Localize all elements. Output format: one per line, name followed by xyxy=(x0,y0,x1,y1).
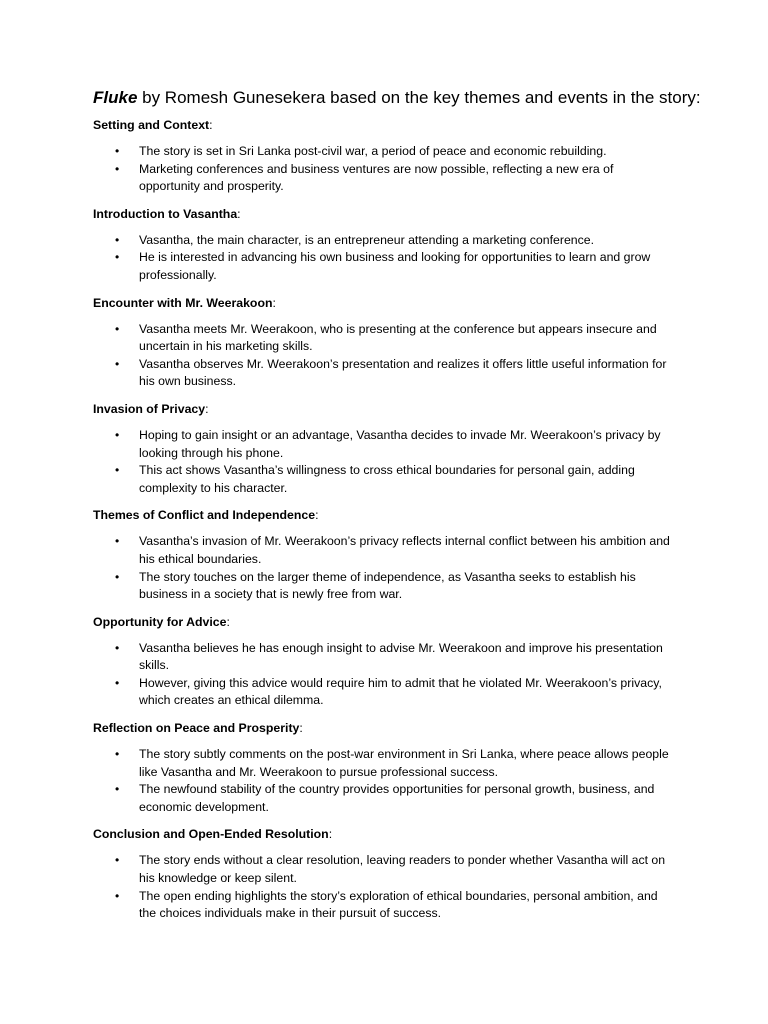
bullet-icon: • xyxy=(115,747,120,762)
bullet-icon: • xyxy=(115,640,120,655)
bullet-list xyxy=(93,746,676,816)
bullet-icon: • xyxy=(115,161,120,176)
list-item: • Marketing conferences and business ventures are now possible, reflecting a new era of opportunity and prosperity. xyxy=(115,161,614,194)
bullet-icon: • xyxy=(115,232,120,247)
section-conclusion xyxy=(93,825,676,922)
list-item: • Vasantha, the main character, is an entrepreneur attending a marketing conference. xyxy=(93,232,676,250)
bullet-icon: • xyxy=(115,427,120,442)
section-setting xyxy=(93,116,676,196)
list-item: • Vasantha observes Mr. Weerakoon’s presentation and realizes it offers little useful information for his own business. xyxy=(115,356,667,389)
section-heading: Themes of Conflict and Independence: xyxy=(93,508,319,523)
title-italic: Fluke xyxy=(93,88,138,107)
bullet-icon: • xyxy=(115,321,120,336)
section-reflection xyxy=(93,719,676,816)
list-item: • The story ends without a clear resolution, leaving readers to ponder whether Vasantha will act on his knowledge or keep silent. xyxy=(115,853,666,886)
list-item: • However, giving this advice would require him to admit that he violated Mr. Weerakoon’s privacy, which creates an ethical dilemma. xyxy=(115,675,662,708)
bullet-icon: • xyxy=(115,675,120,690)
section-heading: Conclusion and Open-Ended Resolution: xyxy=(93,827,333,842)
list-item: • The story is set in Sri Lanka post-civil war, a period of peace and economic rebuilding. xyxy=(93,143,676,161)
section-heading: Invasion of Privacy: xyxy=(93,401,209,416)
section-advice xyxy=(93,613,676,710)
section-heading: Introduction to Vasantha: xyxy=(93,206,241,221)
list-item: • Hoping to gain insight or an advantage, Vasantha decides to invade Mr. Weerakoon’s privacy by looking through his phone. xyxy=(115,427,661,460)
bullet-icon: • xyxy=(115,534,120,549)
list-item: • The story touches on the larger theme of independence, as Vasantha seeks to establish his business in a society that is newly free from war. xyxy=(115,569,636,602)
bullet-icon: • xyxy=(115,250,120,265)
bullet-icon: • xyxy=(115,463,120,478)
list-item: • This act shows Vasantha’s willingness to cross ethical boundaries for personal gain, adding complexity to his character. xyxy=(115,463,635,495)
section-introduction xyxy=(93,205,676,285)
section-heading: Setting and Context: xyxy=(93,118,213,132)
bullet-icon: • xyxy=(115,356,120,371)
bullet-list xyxy=(93,143,676,196)
section-heading: Opportunity for Advice: xyxy=(93,614,230,629)
bullet-icon: • xyxy=(115,782,120,797)
list-item: • Vasantha believes he has enough insight to advise Mr. Weerakoon and improve his presentation skills. xyxy=(115,640,663,673)
bullet-list xyxy=(93,852,676,922)
bullet-list xyxy=(93,321,676,391)
bullet-list xyxy=(93,427,676,497)
list-item: • The newfound stability of the country provides opportunities for personal growth, business, and economic development. xyxy=(115,782,655,814)
title-rest: by Romesh Gunesekera based on the key themes and events in the story: xyxy=(137,88,701,107)
section-heading: Reflection on Peace and Prosperity: xyxy=(93,721,303,736)
bullet-icon: • xyxy=(115,144,120,158)
bullet-icon: • xyxy=(115,888,120,903)
section-themes xyxy=(93,506,676,603)
document-title xyxy=(93,86,701,110)
list-item: • Vasantha meets Mr. Weerakoon, who is presenting at the conference but appears insecure and uncertain in his marketing skills. xyxy=(115,321,657,354)
list-item: • Vasantha’s invasion of Mr. Weerakoon’s privacy reflects internal conflict between his ambition and his ethical boundaries. xyxy=(115,534,670,566)
section-privacy xyxy=(93,400,676,497)
bullet-icon: • xyxy=(115,569,120,584)
list-item: • He is interested in advancing his own business and looking for opportunities to learn and grow professionally. xyxy=(115,250,651,282)
list-item: • The open ending highlights the story’s exploration of ethical boundaries, personal ambition, and the choices individuals make in their pursuit of success. xyxy=(115,888,658,921)
bullet-icon: • xyxy=(115,853,120,868)
bullet-list xyxy=(93,640,676,710)
list-item: • The story subtly comments on the post-war environment in Sri Lanka, where peace allows people like Vasantha and Mr. Weerakoon to pursue professional success. xyxy=(115,747,669,779)
bullet-list xyxy=(93,232,676,285)
section-encounter xyxy=(93,294,676,391)
section-heading: Encounter with Mr. Weerakoon: xyxy=(93,295,276,310)
bullet-list xyxy=(93,533,676,603)
